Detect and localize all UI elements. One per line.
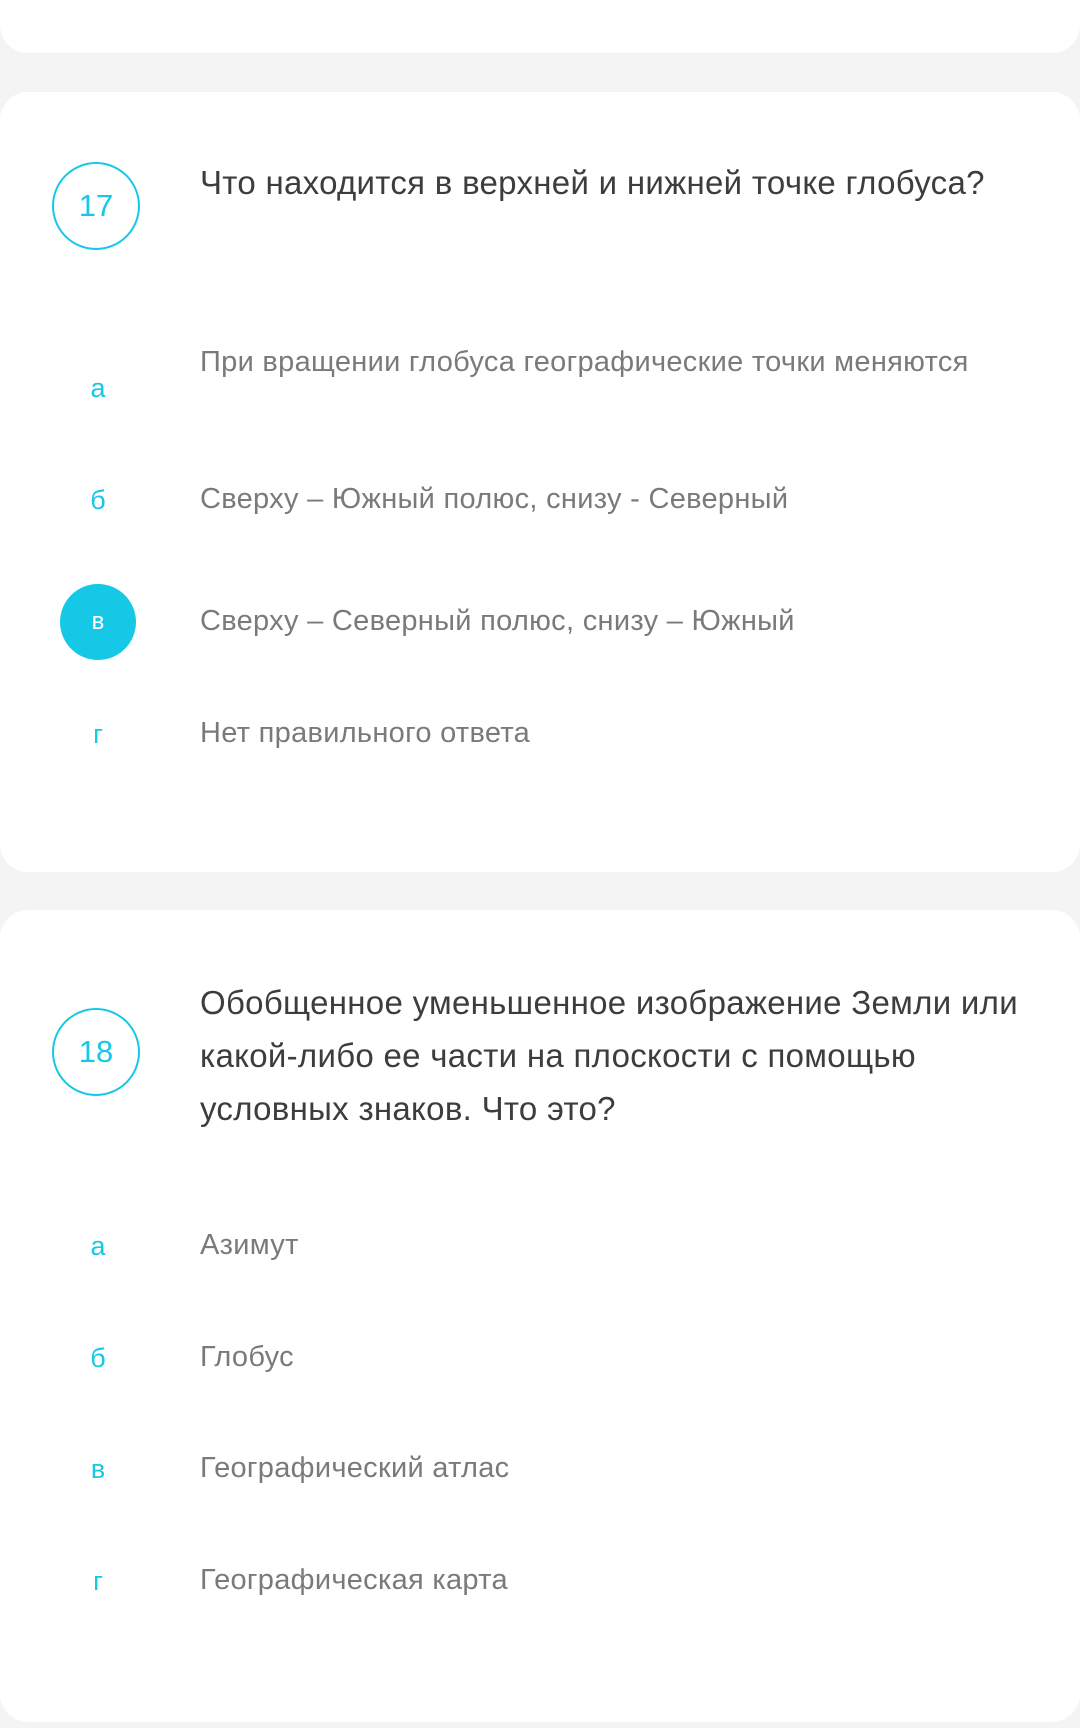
- answer-option-d[interactable]: [0, 696, 1080, 772]
- question-card-17: [0, 92, 1080, 872]
- option-letter: а: [90, 372, 106, 403]
- answer-option-a[interactable]: [0, 338, 1080, 438]
- question-card-18: [0, 910, 1080, 1722]
- option-text: Азимут: [200, 1229, 299, 1261]
- option-text: Сверху – Южный полюс, снизу - Северный: [200, 483, 789, 515]
- option-text: При вращении глобуса географические точки меняются: [200, 346, 969, 378]
- answer-option-c[interactable]: [0, 1431, 1080, 1507]
- option-letter-selected: в: [60, 584, 136, 660]
- answer-option-b[interactable]: [0, 1320, 1080, 1396]
- option-letter: г: [93, 1565, 103, 1596]
- question-text: Что находится в верхней и нижней точке глобуса?: [200, 164, 985, 201]
- answer-option-a[interactable]: [0, 1208, 1080, 1284]
- option-text: Нет правильного ответа: [200, 717, 531, 749]
- option-letter: а: [90, 1230, 106, 1261]
- option-text: Географический атлас: [200, 1452, 510, 1484]
- answer-option-c[interactable]: [0, 584, 1080, 660]
- option-letter: б: [90, 484, 106, 515]
- option-letter: в: [90, 1453, 106, 1484]
- previous-question-card: [0, 0, 1080, 53]
- option-letter: г: [93, 718, 103, 749]
- option-letter: б: [90, 1342, 106, 1373]
- option-text: Географическая карта: [200, 1564, 508, 1596]
- answer-option-b[interactable]: [0, 462, 1080, 538]
- option-text: Глобус: [200, 1341, 294, 1373]
- option-text: Сверху – Северный полюс, снизу – Южный: [200, 605, 795, 637]
- question-number-badge: 18: [52, 1008, 140, 1096]
- answer-option-d[interactable]: [0, 1543, 1080, 1619]
- question-text: Обобщенное уменьшенное изображение Земли или какой-либо ее части на плоскости с помощью условных знаков. Что это?: [200, 984, 1018, 1127]
- question-number-badge: 17: [52, 162, 140, 250]
